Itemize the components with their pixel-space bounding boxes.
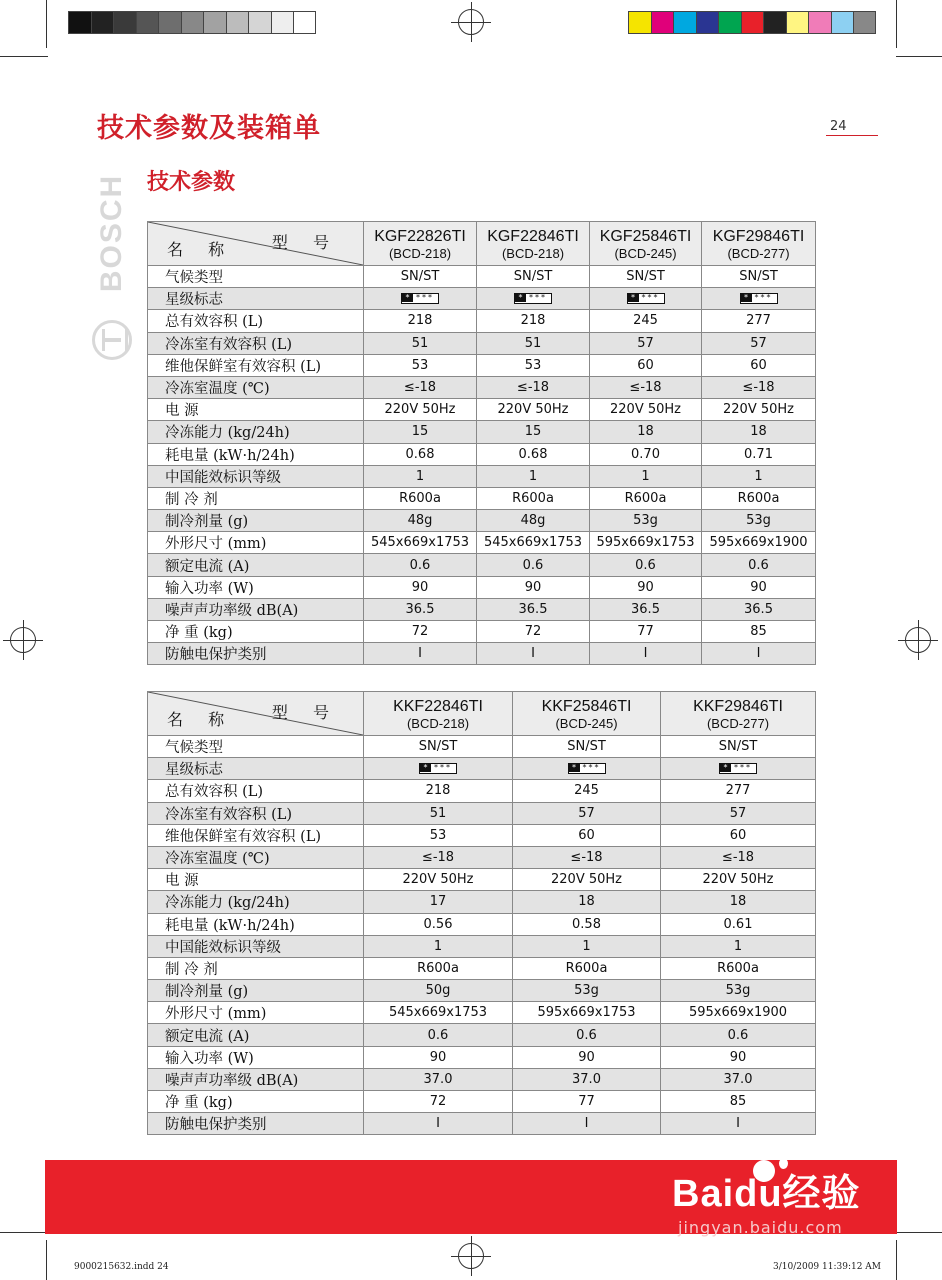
table-cell: 0.61 — [661, 913, 816, 935]
table-row — [148, 1113, 816, 1135]
table-cell: R600a — [364, 957, 513, 979]
table-cell: 0.56 — [364, 913, 513, 935]
table-row — [148, 310, 816, 332]
color-swatch — [831, 11, 854, 34]
model-code: (BCD-245) — [555, 715, 618, 731]
table-cell: 15 — [477, 421, 590, 443]
table-cell: 0.6 — [364, 1024, 513, 1046]
table-row — [148, 465, 816, 487]
table-cell: 53 — [364, 354, 477, 376]
star-rating-cell — [477, 288, 590, 310]
table-cell: 17 — [364, 891, 513, 913]
table-cell: R600a — [364, 487, 477, 509]
table-cell: ≤-18 — [364, 376, 477, 398]
table-row — [148, 598, 816, 620]
table-cell: R600a — [513, 957, 661, 979]
table-cell: I — [661, 1113, 816, 1135]
table-cell: 77 — [590, 621, 702, 643]
table-cell: ≤-18 — [364, 846, 513, 868]
row-label: 净 重 (kg) — [148, 1091, 364, 1113]
table-cell: 0.6 — [590, 554, 702, 576]
table-cell: 60 — [513, 824, 661, 846]
watermark-logo: Baidu经验 — [672, 1173, 861, 1215]
row-label: 制 冷 剂 — [148, 957, 364, 979]
table-row — [148, 957, 816, 979]
table-cell: 245 — [513, 780, 661, 802]
table-header-row — [148, 692, 816, 736]
table-row — [148, 1068, 816, 1090]
table-cell: 90 — [513, 1046, 661, 1068]
table-cell: 0.58 — [513, 913, 661, 935]
color-swatch — [718, 11, 741, 34]
table-cell: I — [477, 643, 590, 665]
table-cell: 85 — [702, 621, 816, 643]
table-cell: 53g — [513, 980, 661, 1002]
table-row — [148, 736, 816, 758]
table-cell: SN/ST — [364, 266, 477, 288]
table-cell: 1 — [702, 465, 816, 487]
row-label: 电 源 — [148, 399, 364, 421]
row-label: 冷冻能力 (kg/24h) — [148, 421, 364, 443]
table-cell: 51 — [477, 332, 590, 354]
table-cell: I — [364, 643, 477, 665]
model-code: (BCD-218) — [501, 245, 565, 261]
row-label: 维他保鲜室有效容积 (L) — [148, 824, 364, 846]
table-cell: 18 — [702, 421, 816, 443]
table-cell: 0.6 — [364, 554, 477, 576]
row-label: 总有效容积 (L) — [148, 310, 364, 332]
spec-table-kgf — [147, 221, 816, 665]
page-number: 24 — [830, 119, 847, 134]
table-cell: SN/ST — [661, 736, 816, 758]
color-swatch — [293, 11, 316, 34]
table-row — [148, 869, 816, 891]
brand-logo-text: BOSCH — [95, 173, 128, 292]
table-cell: 53g — [590, 510, 702, 532]
table-cell: 72 — [364, 621, 477, 643]
table-cell: 0.68 — [477, 443, 590, 465]
registration-mark — [10, 627, 36, 653]
table-cell: 220V 50Hz — [477, 399, 590, 421]
table-row — [148, 1046, 816, 1068]
table-cell: ≤-18 — [477, 376, 590, 398]
model-code: (BCD-218) — [388, 245, 452, 261]
table-cell: 218 — [364, 310, 477, 332]
color-swatch — [226, 11, 249, 34]
table-cell: 595x669x1753 — [590, 532, 702, 554]
table-cell: SN/ST — [702, 266, 816, 288]
model-name: KGF22826TI — [374, 227, 466, 245]
section-title: 技术参数 — [147, 170, 236, 195]
crop-mark — [896, 1232, 942, 1233]
table-row — [148, 802, 816, 824]
table-cell: 60 — [590, 354, 702, 376]
row-label: 额定电流 (A) — [148, 1024, 364, 1046]
table-cell: 36.5 — [590, 598, 702, 620]
table-cell: 545x669x1753 — [364, 532, 477, 554]
table-row — [148, 913, 816, 935]
table-row — [148, 376, 816, 398]
table-cell: 36.5 — [364, 598, 477, 620]
table-cell: R600a — [702, 487, 816, 509]
table-cell: SN/ST — [364, 736, 513, 758]
freezer-star-icon: * *** — [568, 763, 606, 774]
table-cell: ≤-18 — [513, 846, 661, 868]
freezer-star-icon: * *** — [740, 293, 778, 304]
model-header-cell — [513, 692, 661, 736]
table-cell: 220V 50Hz — [661, 869, 816, 891]
row-label: 冷冻室温度 (℃) — [148, 846, 364, 868]
table-cell: 277 — [702, 310, 816, 332]
table-cell: 1 — [364, 465, 477, 487]
table-cell: 53 — [364, 824, 513, 846]
model-code: (BCD-218) — [406, 715, 470, 731]
table-cell: 0.6 — [513, 1024, 661, 1046]
table-row — [148, 266, 816, 288]
table-cell: 72 — [477, 621, 590, 643]
table-cell: ≤-18 — [590, 376, 702, 398]
star-rating-cell — [590, 288, 702, 310]
row-label: 中国能效标识等级 — [148, 935, 364, 957]
table-cell: 72 — [364, 1091, 513, 1113]
table-row — [148, 1024, 816, 1046]
table-cell: 37.0 — [513, 1068, 661, 1090]
table-row — [148, 288, 816, 310]
model-name: KGF25846TI — [599, 227, 692, 245]
table-row — [148, 354, 816, 376]
watermark — [672, 1162, 861, 1237]
color-swatch — [181, 11, 204, 34]
table-cell: 220V 50Hz — [364, 399, 477, 421]
table-cell: 0.71 — [702, 443, 816, 465]
model-header-cell — [590, 222, 702, 266]
row-label: 制冷剂量 (g) — [148, 980, 364, 1002]
header-corner-cell — [148, 222, 364, 266]
table-cell: 51 — [364, 802, 513, 824]
corner-model-label: 型 号 — [271, 233, 339, 252]
crop-mark — [0, 1232, 48, 1233]
table-cell: R600a — [661, 957, 816, 979]
table-cell: 90 — [702, 576, 816, 598]
model-name: KKF22846TI — [393, 697, 483, 715]
table-row — [148, 1091, 816, 1113]
table-cell: 36.5 — [477, 598, 590, 620]
row-label: 防触电保护类别 — [148, 1113, 364, 1135]
table-row — [148, 846, 816, 868]
color-swatch — [91, 11, 114, 34]
table-row — [148, 780, 816, 802]
table-cell: 1 — [364, 935, 513, 957]
row-label: 输入功率 (W) — [148, 576, 364, 598]
color-swatch — [203, 11, 226, 34]
table-cell: 57 — [590, 332, 702, 354]
table-cell: ≤-18 — [661, 846, 816, 868]
table-row — [148, 758, 816, 780]
brand-logo — [92, 165, 132, 300]
table-cell: 50g — [364, 980, 513, 1002]
table-cell: 57 — [661, 802, 816, 824]
model-code: (BCD-277) — [727, 245, 790, 261]
table-cell: 0.68 — [364, 443, 477, 465]
table-cell: 0.6 — [661, 1024, 816, 1046]
star-rating-cell — [364, 758, 513, 780]
star-rating-cell — [702, 288, 816, 310]
model-header-cell — [364, 692, 513, 736]
table-row — [148, 1002, 816, 1024]
color-swatch — [763, 11, 786, 34]
gray-swatch-bar — [68, 11, 316, 34]
table-row — [148, 443, 816, 465]
model-header-cell — [661, 692, 816, 736]
table-cell: 0.6 — [702, 554, 816, 576]
table-cell: 545x669x1753 — [477, 532, 590, 554]
table-cell: 15 — [364, 421, 477, 443]
color-swatch-bar — [628, 11, 876, 34]
corner-name-label: 名 称 — [167, 710, 235, 729]
color-swatch — [853, 11, 876, 34]
table-cell: 90 — [364, 1046, 513, 1068]
corner-model-label: 型 号 — [271, 703, 339, 722]
model-header-cell — [477, 222, 590, 266]
registration-mark — [458, 1243, 484, 1269]
row-label: 维他保鲜室有效容积 (L) — [148, 354, 364, 376]
table-cell: SN/ST — [590, 266, 702, 288]
row-label: 噪声声功率级 dB(A) — [148, 1068, 364, 1090]
table-cell: 18 — [590, 421, 702, 443]
table-row — [148, 421, 816, 443]
row-label: 噪声声功率级 dB(A) — [148, 598, 364, 620]
color-swatch — [673, 11, 696, 34]
table-cell: 53 — [477, 354, 590, 376]
crop-mark — [0, 56, 48, 57]
table-cell: 90 — [477, 576, 590, 598]
table-cell: SN/ST — [477, 266, 590, 288]
table-cell: I — [513, 1113, 661, 1135]
crop-mark — [46, 0, 47, 48]
table-row — [148, 576, 816, 598]
table-cell: 245 — [590, 310, 702, 332]
table-cell: 595x669x1900 — [661, 1002, 816, 1024]
table-header-row — [148, 222, 816, 266]
row-label: 冷冻室有效容积 (L) — [148, 332, 364, 354]
registration-mark — [905, 627, 931, 653]
footer-file: 9000215632.indd 24 — [74, 1262, 169, 1272]
spec-table-kkf — [147, 691, 816, 1135]
row-label: 气候类型 — [148, 736, 364, 758]
page-number-underline — [826, 135, 878, 136]
table-cell: 37.0 — [364, 1068, 513, 1090]
crop-mark — [896, 1240, 897, 1280]
table-cell: 218 — [364, 780, 513, 802]
color-swatch — [651, 11, 674, 34]
color-swatch — [136, 11, 159, 34]
table-cell: I — [702, 643, 816, 665]
row-label: 总有效容积 (L) — [148, 780, 364, 802]
table-cell: 90 — [661, 1046, 816, 1068]
row-label: 外形尺寸 (mm) — [148, 1002, 364, 1024]
color-swatch — [741, 11, 764, 34]
model-header-cell — [364, 222, 477, 266]
model-code: (BCD-245) — [614, 245, 677, 261]
color-swatch — [696, 11, 719, 34]
table-cell: 51 — [364, 332, 477, 354]
row-label: 中国能效标识等级 — [148, 465, 364, 487]
table-cell: 53g — [661, 980, 816, 1002]
table-cell: I — [590, 643, 702, 665]
model-header-cell — [702, 222, 816, 266]
color-swatch — [248, 11, 271, 34]
row-label: 耗电量 (kW·h/24h) — [148, 913, 364, 935]
table-row — [148, 643, 816, 665]
header-corner-cell — [148, 692, 364, 736]
freezer-star-icon: * *** — [401, 293, 439, 304]
table-row — [148, 621, 816, 643]
crop-mark — [896, 0, 897, 48]
crop-mark — [896, 56, 942, 57]
row-label: 制 冷 剂 — [148, 487, 364, 509]
table-row — [148, 554, 816, 576]
table-row — [148, 980, 816, 1002]
table-cell: 77 — [513, 1091, 661, 1113]
corner-name-label: 名 称 — [167, 240, 235, 259]
crop-mark — [46, 1240, 47, 1280]
table-cell: 220V 50Hz — [513, 869, 661, 891]
freezer-star-icon: * *** — [514, 293, 552, 304]
color-swatch — [158, 11, 181, 34]
row-label: 冷冻能力 (kg/24h) — [148, 891, 364, 913]
watermark-url: jingyan.baidu.com — [678, 1218, 843, 1237]
model-name: KKF29846TI — [693, 697, 783, 715]
color-swatch — [68, 11, 91, 34]
table-cell: R600a — [477, 487, 590, 509]
table-cell: 595x669x1900 — [702, 532, 816, 554]
table-cell: ≤-18 — [702, 376, 816, 398]
row-label: 输入功率 (W) — [148, 1046, 364, 1068]
row-label: 防触电保护类别 — [148, 643, 364, 665]
table-row — [148, 935, 816, 957]
row-label: 冷冻室温度 (℃) — [148, 376, 364, 398]
table-cell: 595x669x1753 — [513, 1002, 661, 1024]
model-name: KGF22846TI — [487, 227, 579, 245]
table-cell: 220V 50Hz — [590, 399, 702, 421]
table-cell: R600a — [590, 487, 702, 509]
table-row — [148, 891, 816, 913]
color-swatch — [113, 11, 136, 34]
table-cell: 60 — [661, 824, 816, 846]
table-cell: 1 — [590, 465, 702, 487]
table-cell: 57 — [702, 332, 816, 354]
row-label: 制冷剂量 (g) — [148, 510, 364, 532]
model-name: KGF29846TI — [712, 227, 805, 245]
row-label: 净 重 (kg) — [148, 621, 364, 643]
table-cell: 90 — [364, 576, 477, 598]
table-cell: 48g — [477, 510, 590, 532]
row-label: 星级标志 — [148, 288, 364, 310]
table-cell: 18 — [661, 891, 816, 913]
table-cell: 57 — [513, 802, 661, 824]
star-rating-cell — [364, 288, 477, 310]
freezer-star-icon: * *** — [627, 293, 665, 304]
row-label: 外形尺寸 (mm) — [148, 532, 364, 554]
table-cell: 48g — [364, 510, 477, 532]
model-code: (BCD-277) — [706, 715, 770, 731]
brand-emblem-icon — [92, 320, 132, 360]
registration-mark — [458, 9, 484, 35]
model-name: KKF25846TI — [541, 697, 632, 715]
table-cell: 1 — [477, 465, 590, 487]
table-cell: 1 — [513, 935, 661, 957]
table-row — [148, 332, 816, 354]
table-cell: 0.6 — [477, 554, 590, 576]
table-cell: 545x669x1753 — [364, 1002, 513, 1024]
row-label: 冷冻室有效容积 (L) — [148, 802, 364, 824]
table-row — [148, 510, 816, 532]
color-swatch — [271, 11, 294, 34]
star-rating-cell — [661, 758, 816, 780]
table-cell: 218 — [477, 310, 590, 332]
color-swatch — [786, 11, 809, 34]
page-title: 技术参数及装箱单 — [97, 113, 321, 144]
row-label: 气候类型 — [148, 266, 364, 288]
freezer-star-icon: * *** — [419, 763, 457, 774]
table-cell: 1 — [661, 935, 816, 957]
row-label: 电 源 — [148, 869, 364, 891]
table-row — [148, 487, 816, 509]
star-rating-cell — [513, 758, 661, 780]
freezer-star-icon: * *** — [719, 763, 757, 774]
table-cell: 0.70 — [590, 443, 702, 465]
table-cell: 85 — [661, 1091, 816, 1113]
table-cell: 36.5 — [702, 598, 816, 620]
table-cell: 37.0 — [661, 1068, 816, 1090]
row-label: 星级标志 — [148, 758, 364, 780]
table-cell: I — [364, 1113, 513, 1135]
table-cell: 53g — [702, 510, 816, 532]
table-row — [148, 399, 816, 421]
table-cell: 90 — [590, 576, 702, 598]
table-cell: 18 — [513, 891, 661, 913]
color-swatch — [628, 11, 651, 34]
table-row — [148, 824, 816, 846]
table-row — [148, 532, 816, 554]
table-cell: 220V 50Hz — [702, 399, 816, 421]
table-cell: 60 — [702, 354, 816, 376]
table-cell: 277 — [661, 780, 816, 802]
table-cell: 220V 50Hz — [364, 869, 513, 891]
table-cell: SN/ST — [513, 736, 661, 758]
footer-timestamp: 3/10/2009 11:39:12 AM — [773, 1262, 882, 1272]
color-swatch — [808, 11, 831, 34]
row-label: 额定电流 (A) — [148, 554, 364, 576]
row-label: 耗电量 (kW·h/24h) — [148, 443, 364, 465]
